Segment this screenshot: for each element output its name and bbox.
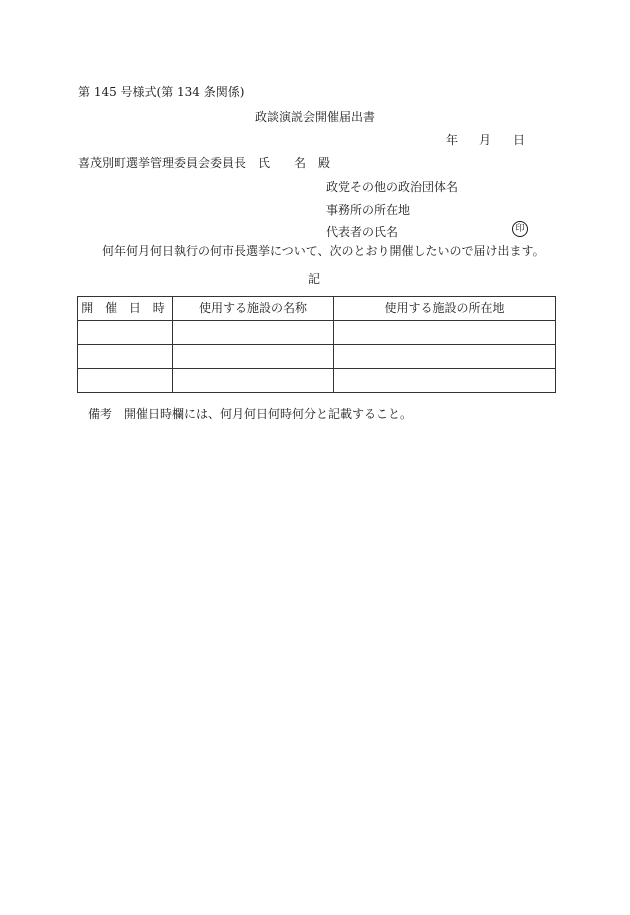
- column-header-facility-address: 使用する施設の所在地: [334, 297, 556, 321]
- office-address-label: 事務所の所在地: [326, 203, 411, 217]
- table-cell: [334, 345, 556, 369]
- remarks-note: 備考 開催日時欄には、何月何日何時何分と記載すること。: [88, 407, 413, 421]
- addressee: 喜茂別町選挙管理委員会委員長 氏 名 殿: [78, 156, 331, 170]
- table-cell: [78, 345, 173, 369]
- table-cell: [334, 321, 556, 345]
- organization-name-label: 政党その他の政治団体名: [326, 180, 459, 194]
- column-header-facility-name: 使用する施設の名称: [173, 297, 334, 321]
- date-month-label: 月: [479, 133, 492, 147]
- table-cell: [78, 369, 173, 393]
- date-day-label: 日: [513, 133, 526, 147]
- table-cell: [173, 321, 334, 345]
- table-cell: [173, 369, 334, 393]
- document-title: 政談演説会開催届出書: [255, 110, 376, 124]
- form-number: 第 145 号様式(第 134 条関係): [78, 85, 245, 99]
- table-cell: [78, 321, 173, 345]
- seal-mark: 印: [512, 221, 528, 237]
- table-cell: [173, 345, 334, 369]
- table-header-row: [78, 297, 556, 321]
- table-cell: [334, 369, 556, 393]
- date-year-label: 年: [446, 133, 459, 147]
- representative-name-label: 代表者の氏名: [326, 225, 399, 239]
- meeting-schedule-table: [77, 296, 556, 393]
- table-row: [78, 369, 556, 393]
- notification-body-text: 何年何月何日執行の何市長選挙について、次のとおり開催したいので届け出ます。: [102, 244, 545, 258]
- table-row: [78, 345, 556, 369]
- ki-heading: 記: [308, 272, 321, 286]
- column-header-datetime: 開 催 日 時: [78, 297, 173, 321]
- table-row: [78, 321, 556, 345]
